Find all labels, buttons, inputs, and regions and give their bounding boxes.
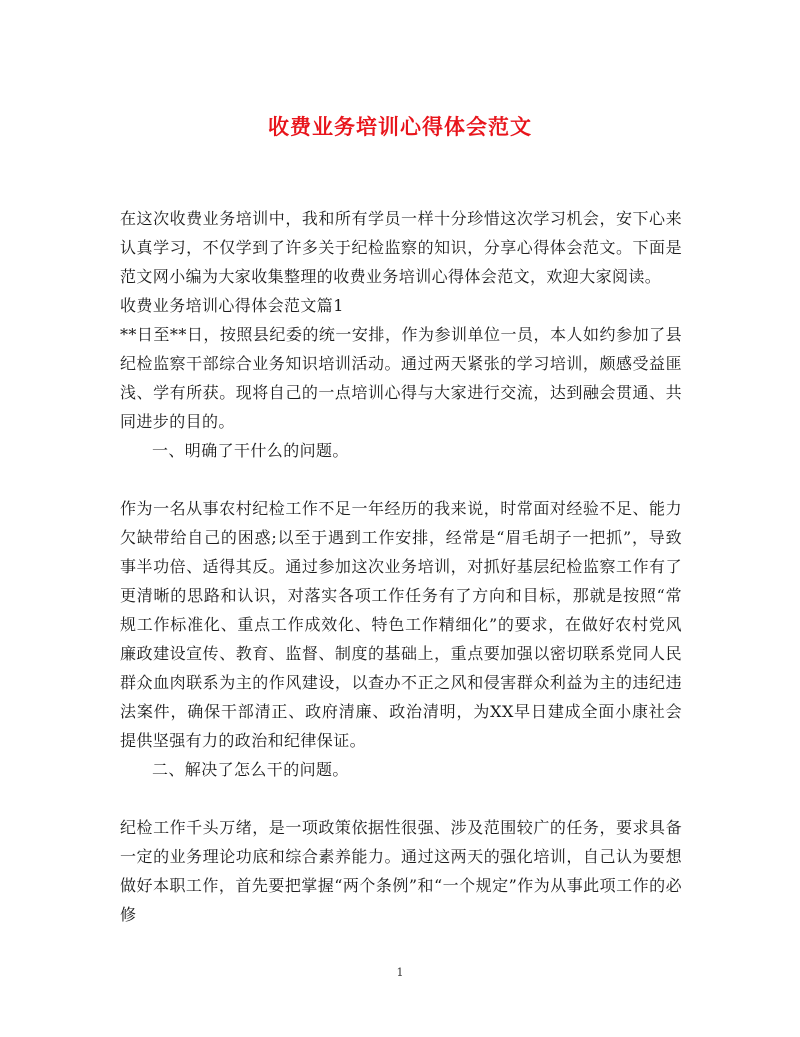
document-title: 收费业务培训心得体会范文 — [268, 114, 532, 139]
subheading-one: 一、明确了干什么的问题。 — [152, 441, 349, 460]
paragraph-section-one: 作为一名从事农村纪检工作不足一年经历的我来说，时常面对经验不足、能力欠缺带给自己的困惑;以至于遇到工作安排，经常是“眉毛胡子一把抓”，导致事半功倍、适得其反。通过参加这次业务培训，对抓好基层纪检监察工作有了更清晰的思路和认识，对落实各项工作任务有了方向和目标，那就是按照“常规工作标准化、重点工作成效化、特色工作精细化”的要求，在做好农村党风廉政建设宣传、教育、监督、制度的基础上，重点要加强以密切联系党同人民群众血肉联系为主的作风建设，以查办不正之风和侵害群众利益为主的违纪违法案件，确保干部清正、政府清廉、政治清明，为XX早日建成全面小康社会提供坚强有力的政治和纪律保证。 — [120, 499, 682, 750]
paragraph-section-two: 纪检工作千头万绪，是一项政策依据性很强、涉及范围较广的任务，要求具备一定的业务理论功底和综合素养能力。通过这两天的强化培训，自己认为要想做好本职工作，首先要把掌握“两个条例”和“一个规定”作为从事此项工作的必修 — [120, 818, 682, 924]
paragraph-opening: **日至**日，按照县纪委的统一安排，作为参训单位一员，本人如约参加了县纪检监察干部综合业务知识培训活动。通过两天紧张的学习培训，颇感受益匪浅、学有所获。现将自己的一点培训心得与大家进行交流，达到融会贯通、共同进步的目的。 — [120, 325, 682, 431]
subheading-two: 二、解决了怎么干的问题。 — [152, 760, 349, 779]
document-body — [120, 204, 682, 929]
paragraph-intro: 在这次收费业务培训中，我和所有学员一样十分珍惜这次学习机会，安下心来认真学习，不仅学到了许多关于纪检监察的知识，分享心得体会范文。下面是范文网小编为大家收集整理的收费业务培训心得体会范文，欢迎大家阅读。 — [120, 209, 682, 286]
page-number: 1 — [396, 966, 404, 979]
section-heading: 收费业务培训心得体会范文篇1 — [120, 296, 344, 315]
